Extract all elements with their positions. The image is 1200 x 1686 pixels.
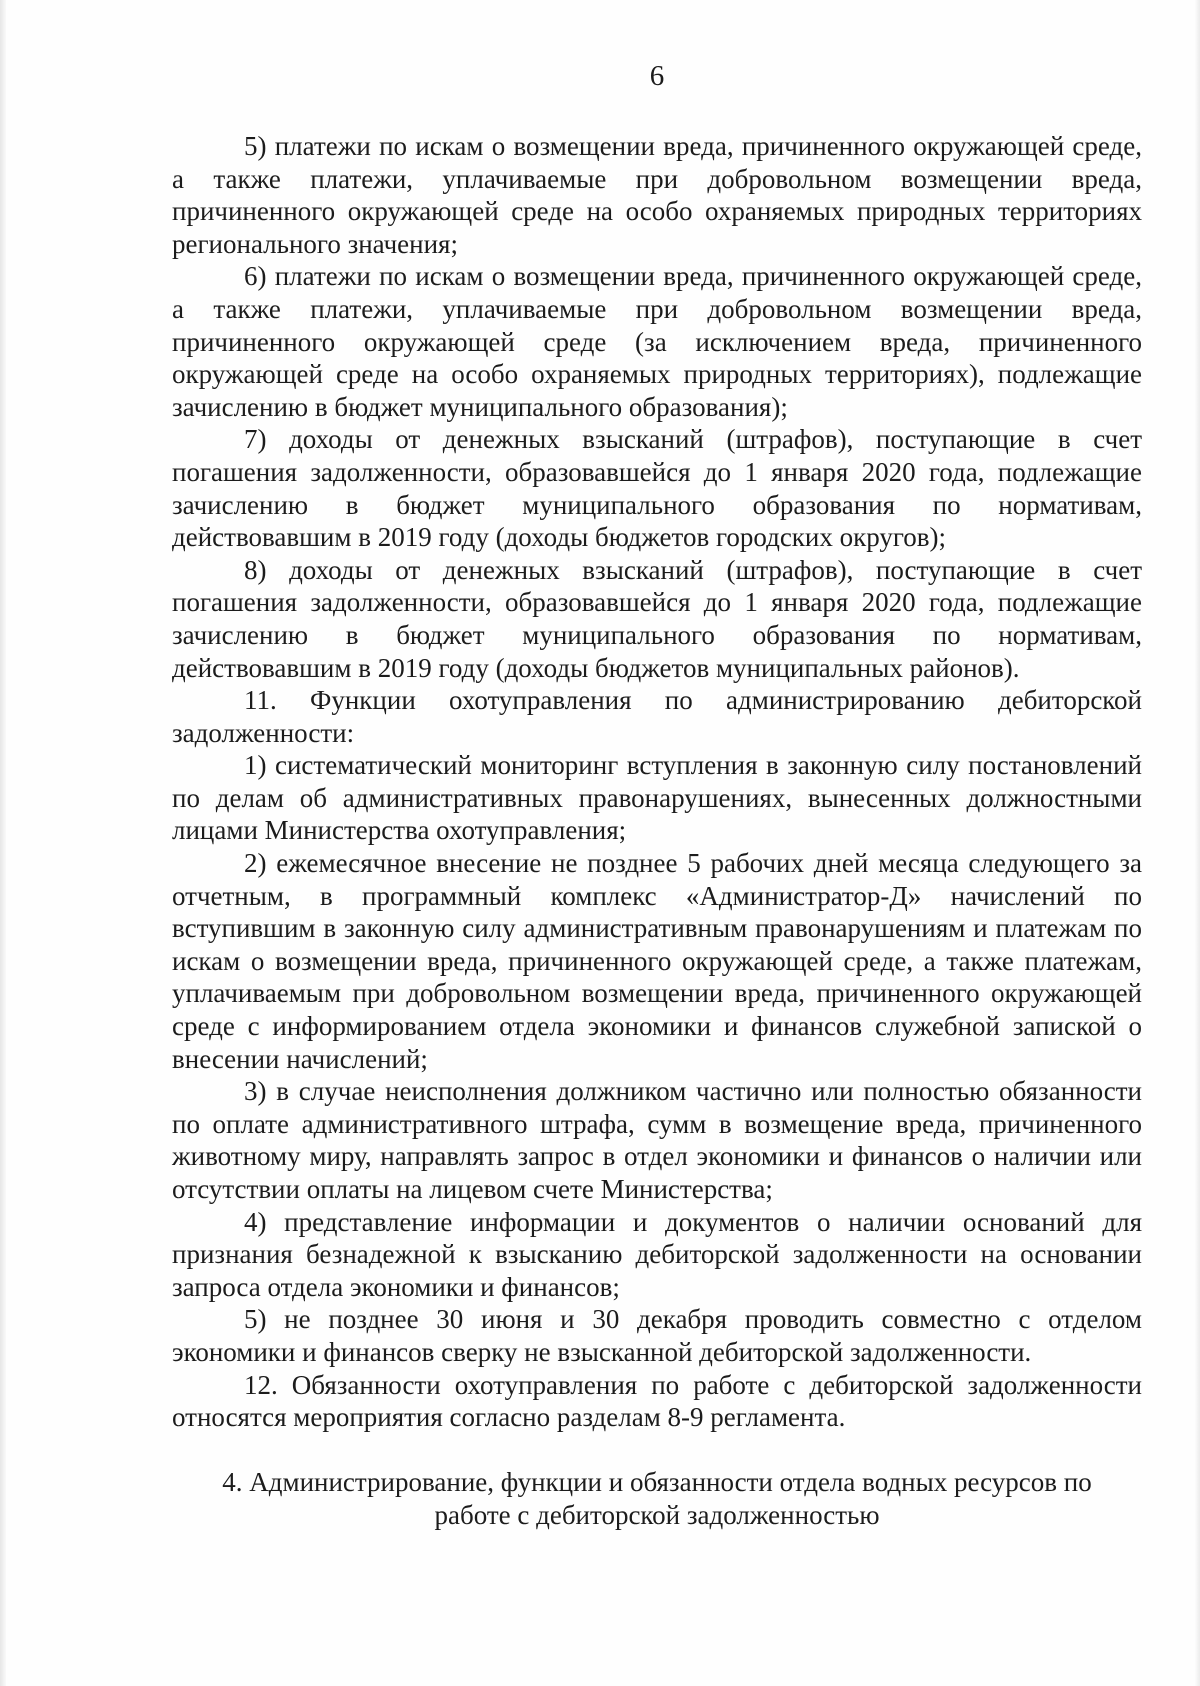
body-text — [172, 130, 1142, 1434]
scan-edge-right — [1195, 0, 1200, 1686]
scan-edge-left — [0, 0, 6, 1686]
paragraph-item-6: 6) платежи по искам о возмещении вреда, причиненного окружающей среде, а также платежи, уплачиваемые при добровольном возмещении вреда, причиненного окружающей среде (за исключением вреда, причиненного окружающей среде на особо охраняемых природных территориях), подлежащие зачислению в бюджет муниципального образования); — [172, 261, 1142, 422]
paragraph-clause-11: 11. Функции охотуправления по администрированию дебиторской задолженности: — [172, 685, 1142, 748]
paragraph-item-8: 8) доходы от денежных взысканий (штрафов), поступающие в счет погашения задолженности, образовавшейся до 1 января 2020 года, подлежащие зачислению в бюджет муниципального образования по нормативам, действовавшим в 2019 году (доходы бюджетов муниципальных районов). — [172, 554, 1142, 683]
section-heading — [172, 1466, 1142, 1532]
paragraph-function-2: 2) ежемесячное внесение не позднее 5 рабочих дней месяца следующего за отчетным, в программный комплекс «Администратор-Д» начислений по вступившим в законную силу административным правонарушениям и платежам по искам о возмещении вреда, причиненного окружающей среде, а также платежам, уплачиваемым при добровольном возмещении вреда, причиненного окружающей среде с информированием отдела экономики и финансов служебной запиской о внесении начислений; — [172, 848, 1142, 1074]
paragraph-clause-12: 12. Обязанности охотуправления по работе с дебиторской задолженности относятся мероприятия согласно разделам 8-9 регламента. — [172, 1369, 1142, 1433]
paragraph-function-4: 4) представление информации и документов о наличии оснований для признания безнадежной к взысканию дебиторской задолженности на основании запроса отдела экономики и финансов; — [172, 1206, 1142, 1302]
paragraph-item-7: 7) доходы от денежных взысканий (штрафов), поступающие в счет погашения задолженности, образовавшейся до 1 января 2020 года, подлежащие зачислению в бюджет муниципального образования по нормативам, действовавшим в 2019 году (доходы бюджетов городских округов); — [172, 424, 1142, 553]
paragraph-function-1: 1) систематический мониторинг вступления в законную силу постановлений по делам об административных правонарушениях, вынесенных должностными лицами Министерства охотуправления; — [172, 750, 1142, 846]
paragraph-function-5: 5) не позднее 30 июня и 30 декабря проводить совместно с отделом экономики и финансов сверку не взысканной дебиторской задолженности. — [172, 1304, 1142, 1367]
section-heading-line-1: 4. Администрирование, функции и обязанности отдела водных ресурсов по — [222, 1467, 1092, 1497]
section-heading-line-2: работе с дебиторской задолженностью — [434, 1500, 880, 1530]
paragraph-function-3: 3) в случае неисполнения должником частично или полностью обязанности по оплате административного штрафа, сумм в возмещение вреда, причиненного животному миру, направлять запрос в отдел экономики и финансов о наличии или отсутствии оплаты на лицевом счете Министерства; — [172, 1076, 1142, 1204]
paragraph-item-5: 5) платежи по искам о возмещении вреда, причиненного окружающей среде, а также платежи, уплачиваемые при добровольном возмещении вреда, причиненного окружающей среде на особо охраняемых природных территориях регионального значения; — [172, 131, 1142, 259]
page-number: 6 — [649, 60, 665, 92]
